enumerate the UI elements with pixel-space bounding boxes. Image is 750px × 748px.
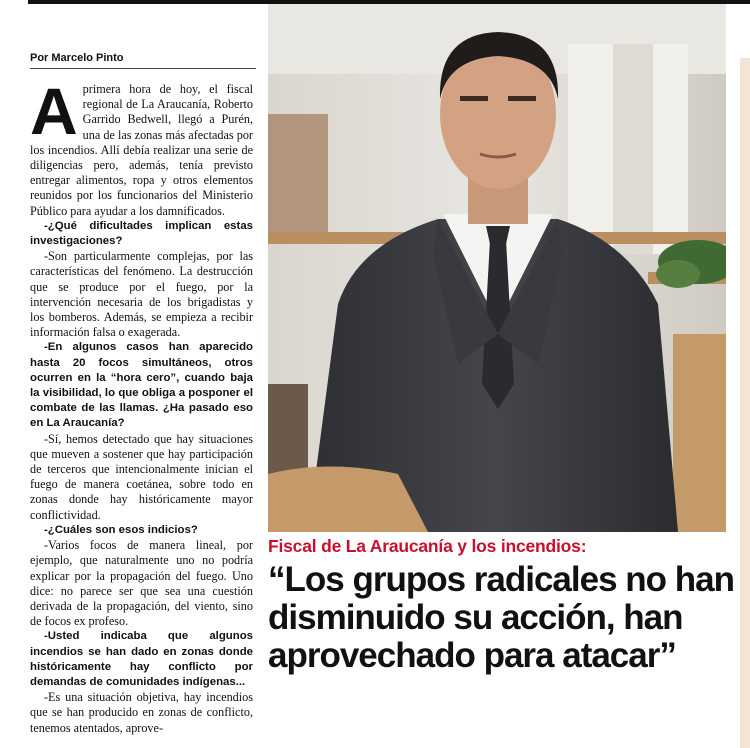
byline: Por Marcelo Pinto xyxy=(30,52,256,69)
drop-cap: A xyxy=(30,82,78,148)
portrait-illustration xyxy=(268,4,726,532)
adjacent-page-edge xyxy=(740,58,750,748)
answer-2: -Sí, hemos detectado que hay situaciones que mueven a sostener que hay participación de terceros que intencionalmente inician el fuego de manera coetánea, sobre todo en zonas donde hay históricamente mayor conflictividad. xyxy=(30,431,253,522)
headline-block xyxy=(268,536,738,675)
article-lead xyxy=(30,82,253,219)
lead-text: primera hora de hoy, el fiscal regional de La Araucanía, Roberto Garrido Bedwell, llegó a Purén, una de las zonas más afectadas por los incendios. Allí debía realizar una serie de diligencias pero, además, tenía previsto entregar alimentos, ropa y otros elementos reunidos por los funcionarios del Ministerio Público para ayudar a los damnificados. xyxy=(30,82,253,218)
question-4: -Usted indicaba que algunos incendios se han dado en zonas donde históricamente hay conflicto por demandas de comunidades indígenas... xyxy=(30,630,253,688)
answer-4: -Es una situación objetiva, hay incendios que se han producido en zonas de conflicto, tenemos atentados, aprove- xyxy=(30,690,253,735)
kicker: Fiscal de La Araucanía y los incendios: xyxy=(268,536,587,556)
answer-1: -Son particularmente complejas, por las características del fenómeno. La destrucción que se produce por el fuego, por la intervención necesaria de los brigadistas y los bomberos. Además, se empieza a recibir información falsa o exagerada. xyxy=(30,249,253,340)
portrait-photo xyxy=(268,4,726,532)
question-2: -En algunos casos han aparecido hasta 20 focos simultáneos, otros ocurren en la “hora cero”, cuando baja la visibilidad, lo que obliga a posponer el combate de las llamas. ¿Ha pasado eso en La Araucanía? xyxy=(30,341,253,430)
headline-title: “Los grupos radicales no han disminuido su acción, han aprovechado para atacar” xyxy=(268,560,734,675)
question-3: -¿Cuáles son esos indicios? xyxy=(44,523,198,536)
answer-3: -Varios focos de manera lineal, por ejemplo, que naturalmente uno no podría explicar por la propagación del fuego. Uno dice: no parece ser que sea una cuestión derivada de la propagación, del viento, sino de focos ex profeso. xyxy=(30,538,253,629)
article-body xyxy=(30,82,253,744)
question-1: -¿Qué dificultades implican estas investigaciones? xyxy=(30,219,253,248)
